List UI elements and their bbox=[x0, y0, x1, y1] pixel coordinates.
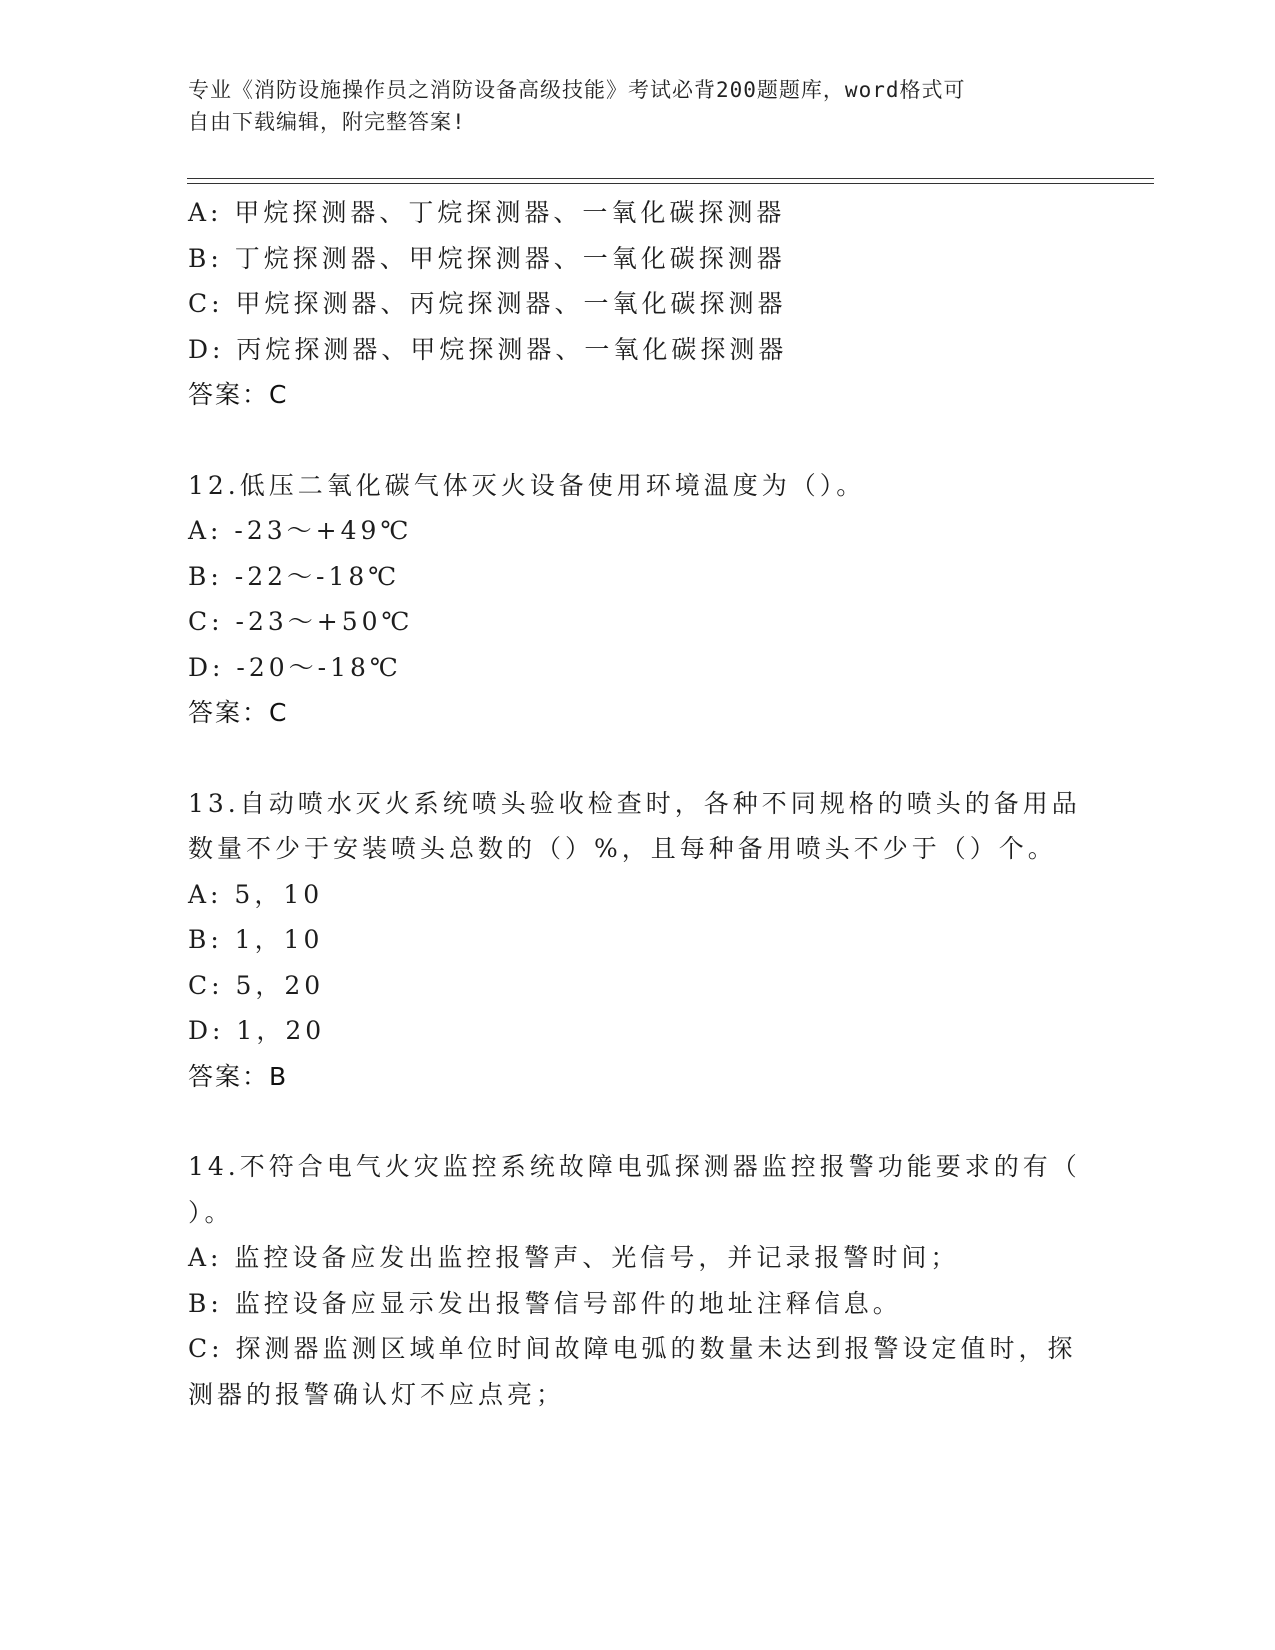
question-13 bbox=[188, 781, 1088, 1100]
header-line-1: 专业《消防设施操作员之消防设备高级技能》考试必背200题题库，word格式可 bbox=[188, 78, 966, 102]
question-text: 12.低压二氧化碳气体灭火设备使用环境温度为（）。 bbox=[188, 470, 866, 500]
document-header bbox=[188, 74, 1068, 138]
option-c-continued: 测器的报警确认灯不应点亮； bbox=[188, 1379, 566, 1409]
option-a: A: 监控设备应发出监控报警声、光信号，并记录报警时间； bbox=[188, 1243, 960, 1272]
question-text-line-2: 数量不少于安装喷头总数的（）%，且每种备用喷头不少于（）个。 bbox=[188, 834, 1057, 863]
header-divider-bottom bbox=[187, 183, 1154, 184]
option-c: C: 5，20 bbox=[188, 970, 325, 1000]
spacer bbox=[188, 418, 1088, 463]
answer: 答案：B bbox=[188, 1061, 289, 1091]
option-c: C: -23～+50℃ bbox=[188, 607, 414, 636]
option-c: C: 探测器监测区域单位时间故障电弧的数量未达到报警设定值时，探 bbox=[188, 1334, 1077, 1363]
spacer bbox=[188, 1099, 1088, 1144]
option-a: A: 甲烷探测器、丁烷探测器、一氧化碳探测器 bbox=[188, 198, 786, 227]
question-14 bbox=[188, 1144, 1088, 1417]
option-c: C: 甲烷探测器、丙烷探测器、一氧化碳探测器 bbox=[188, 289, 787, 318]
question-text-line-1: 13.自动喷水灭火系统喷头验收检查时，各种不同规格的喷头的备用品 bbox=[188, 788, 1081, 818]
question-11 bbox=[188, 190, 1088, 418]
question-text-line-1: 14.不符合电气火灾监控系统故障电弧探测器监控报警功能要求的有（ bbox=[188, 1152, 1081, 1181]
question-list bbox=[188, 190, 1088, 1417]
header-divider-top bbox=[187, 178, 1154, 179]
option-a: A: 5，10 bbox=[188, 879, 324, 909]
answer: 答案：C bbox=[188, 380, 289, 409]
option-d: D: 丙烷探测器、甲烷探测器、一氧化碳探测器 bbox=[188, 334, 788, 364]
header-line-2: 自由下载编辑，附完整答案! bbox=[188, 110, 466, 134]
option-d: D: 1，20 bbox=[188, 1016, 326, 1045]
question-12 bbox=[188, 463, 1088, 736]
option-b: B: -22～-18℃ bbox=[188, 561, 401, 591]
option-b: B: 1，10 bbox=[188, 925, 324, 954]
spacer bbox=[188, 736, 1088, 781]
question-text-line-2: ）。 bbox=[188, 1197, 234, 1227]
option-a: A: -23～+49℃ bbox=[188, 516, 413, 545]
option-d: D: -20～-18℃ bbox=[188, 652, 402, 682]
option-b: B: 监控设备应显示发出报警信号部件的地址注释信息。 bbox=[188, 1288, 902, 1318]
option-b: B: 丁烷探测器、甲烷探测器、一氧化碳探测器 bbox=[188, 243, 786, 273]
answer: 答案：C bbox=[188, 698, 289, 727]
